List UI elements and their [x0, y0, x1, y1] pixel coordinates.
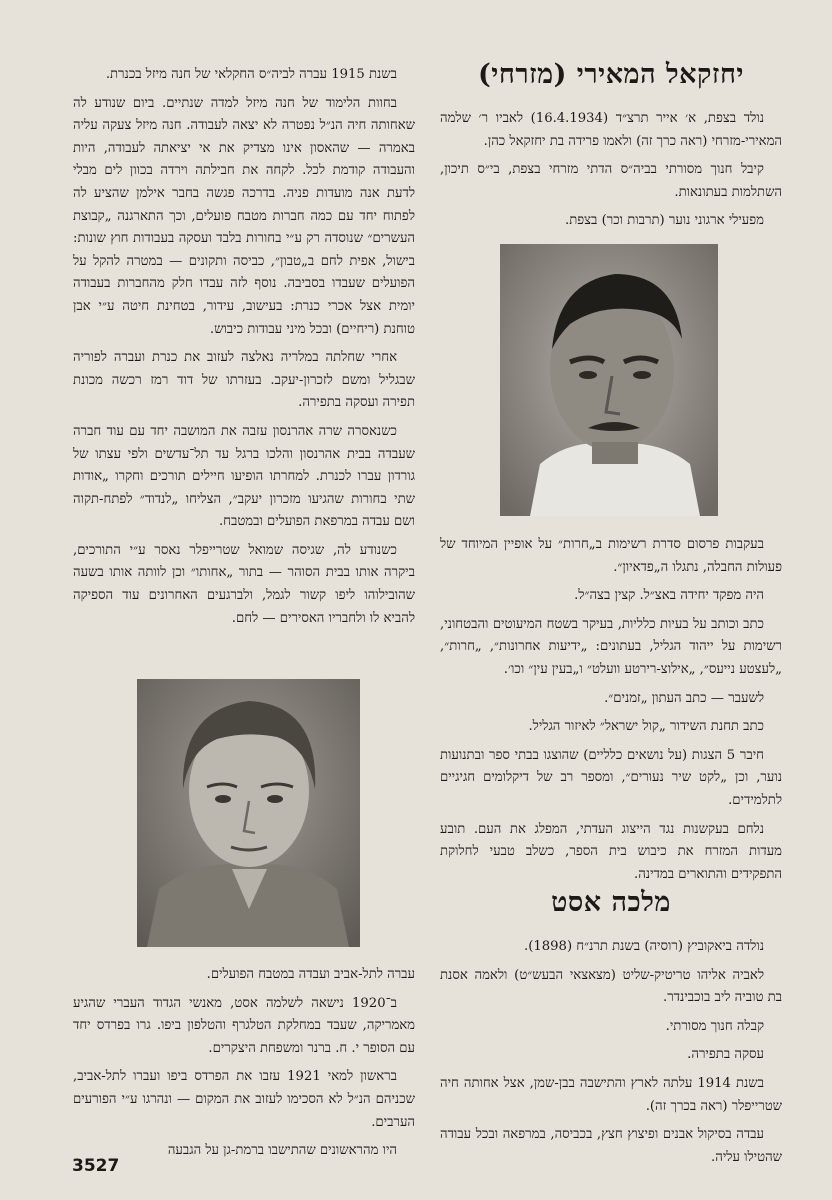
paragraph: בעקבות פרסום סדרת רשימות ב„חרות״ על אופיין המיוחד של פעולות החבלה, נתגלו ה„פדאיון״.: [440, 537, 782, 575]
paragraph: נולד בצפת, א׳ אייר תרצ״ד (16.4.1934) לאביו ר׳ שלמה המאירי-מזרחי (ראה כרך זה) ולאמו פרידה בת יחזקאל כהן.: [440, 111, 782, 149]
portrait-malka: [137, 679, 360, 947]
paragraph: לאביה אליהו טריטיק-שליט (מצאצאי הבעש״ט) ולאמה אסנת בת טוביה ליב בוכבינדר.: [440, 967, 782, 1006]
entry-heading-yehezkel: יחזקאל המאירי (מזרחי): [478, 59, 744, 90]
paragraph: נולדה ביאקוביץ (רוסיה) בשנת תרנ״ח (1898).: [524, 939, 764, 954]
paragraph: קיבל חנוך מסורתי בביה״ס הדתי מזרחי בצפת, בי״ס תיכון, השתלמות בעתונאות.: [440, 162, 782, 200]
paragraph: אחרי שחלתה במלריה נאלצה לעזוב את כנרת ועברה לפוריה שבגליל ומשם לזכרון-יעקב. בעזרתו של דוד רמז רכשה מכונת תפירה ועסקה בתפירה.: [73, 350, 415, 411]
paragraph: נלחם בעקשנות נגד הייצוג העדתי, המפלג את העם. תובע מעדות המזרח את כיבוש בית הספר, כשלב טבעי לחלוקת התפקידים והתוארים במדינה.: [440, 821, 782, 882]
paragraph: חיבר 5 הצגות (על נושאים כלליים) שהוצגו בבתי ספר ובתנועות נוער, וכן „לקט שיר נעורים״, ומספר רב של דיקלומים חגיגיים לתלמידים.: [440, 747, 782, 808]
paragraph: לשעבר — כתב העתון „זמנים״.: [604, 690, 764, 706]
entry-heading-malka: מלכה אסט: [551, 887, 671, 918]
paragraph: קבלה חנוך מסורתי.: [665, 1018, 764, 1034]
paragraph: בראשון למאי 1921 עזבו את הפרדס ביפו ועברו לתל-אביב, שכניהם הנ״ל לא הסכימו לעזוב את המקום — ונהרגו ע״י הפורעים הערבים.: [73, 1069, 415, 1130]
paragraph: בשנת 1914 עלתה לארץ והתישבה בבן-שמן, אצל אחותה חיה שטרייפלר (ראה בכרך זה).: [440, 1075, 782, 1114]
paragraph: בחוות הלימוד של חנה מיזל למדה שנתיים. ביום שנודע לה שאחותה חיה הנ״ל נפטרה לא יצאה לעבודה. חנה מיזל צעקה עליה באמרה — שהאסון אינו מצדיק את אי יציאתה לעבודה, היות והעבודה קודמת לכל. לקחה את חבילתה וירדה בכוון לים מבלי לדעת אנה מועדות פניה. בדרכה פגשה בחבר אילמן שהציע לה לפתוח יחד עם כמה חברות מטבח פועלים, וכך התארגנה „קבוצת העשרים״ שנוסדה רק ע״י בחורות בלבד ועסקה בעבודות חוץ שונות: בישול, אפית לחם ב„טבון״, כביסה ותקונים — במטרה להקל על הפועלים שעבדו בסביבה. נוסף לזה עבדו חלק מהחברות בעבודה יומית אצל אכרי כנרת: בעישוב, עידור, בטחינת חיטה ע״י אבן טוחנת (ריחיים) ובכל מיני עבודות כיבוש.: [73, 95, 415, 337]
paragraph: כתב תחנת השידור „קול ישראל״ לאיזור הגליל.: [528, 719, 764, 735]
page-number: 3527: [72, 1156, 120, 1176]
paragraph: עבדה בסיקול אבנים ופיצוץ חצץ, בכביסה, במרפאה ובכל עבודה שהטילו עליה.: [440, 1127, 782, 1165]
paragraph: כשנודע לה, שגיסה שמואל שטרייפלר נאסר ע״י התורכים, ביקרה אותו בבית הסוהר — בתור „אחותו״ וכן לוותה אותו בשעה שהובילוהו ליפו קשור לגמל, ולברגעים האחרונים עוד הספיקה להביא לו ולחבריו האסירים — לחם.: [73, 542, 415, 626]
paragraph: עסקה בתפירה.: [687, 1047, 764, 1063]
right-column-continued: [440, 534, 782, 892]
paragraph: כתב וכותב על בעיות כלליות, בעיקר בשטח המיעוטים והבטחוני, רשימות על ייהוד הגליל, בעתונים: „ידיעות אחרונות״, „חרות״, „לעצטע נייעס״, „אילוצ-רירטע וועלט״ ו„בעין עין״ וכו׳.: [440, 616, 782, 677]
portrait-image: [500, 244, 718, 516]
paragraph: ב־1920 נישאה לשלמה אסט, מאנשי הגדוד העברי שהגיע מאמריקה, שעבד במחלקת הטלגרף והטלפון ביפו. גרו בפרדס יחד עם הסופר י. ח. ברנר ומשפחת היצקרים.: [73, 995, 415, 1056]
left-column: [73, 64, 415, 636]
paragraph: בשנת 1915 עברה לביה״ס החקלאי של חנה מיזל בכנרת.: [105, 67, 397, 82]
paragraph: מפעילי ארגוני נוער (תרבות וכר) בצפת.: [565, 213, 764, 229]
paragraph: היו מהראשונים שהתישבו ברמת-גן על הגבעה: [167, 1143, 397, 1159]
portrait-image: [137, 679, 360, 947]
portrait-yehezkel: [500, 244, 718, 516]
photo-caption: עברה לתל-אביב ועבדה במטבח הפועלים.: [206, 967, 415, 982]
left-column-continued: [73, 964, 415, 1169]
right-column-malka: [440, 886, 782, 1175]
paragraph: כשנאסרה שרה אהרנסון עזבה את המושבה יחד עם עוד חברה שעבדה בבית אהרנסון והלכו ברגל עד תל־עדשים ולפי עצתו של גורדון עברו לכנרת. למחרתו הופיעו חיילים תורכים וחקרו „אודות שתי בחורות שהגיעו מזכרון יעקב״, הצליחו „לנדוד״ לפתח-תקוה ושם עבדה במרפאת הפועלים ובמטבח.: [73, 423, 415, 530]
paragraph: היה מפקד יחידה באצ״ל. קצין בצה״ל.: [574, 588, 764, 604]
right-column: [440, 58, 782, 239]
